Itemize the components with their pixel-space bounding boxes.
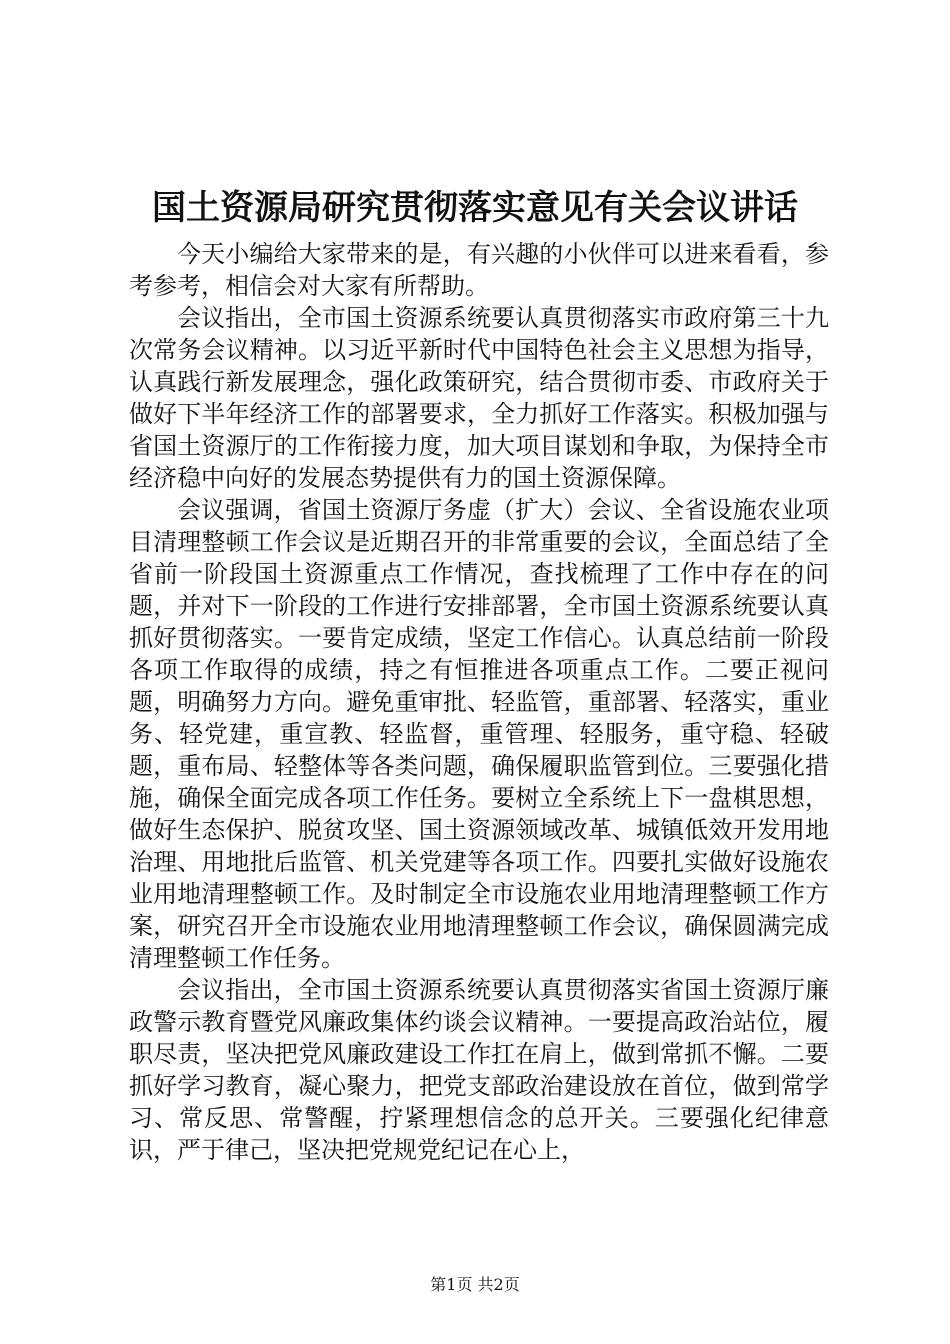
paragraph-intro: 今天小编给大家带来的是，有兴趣的小伙伴可以进来看看，参考参考，相信会对大家有所帮助。: [129, 240, 829, 300]
document-body: [129, 238, 829, 1166]
paragraph-meeting-emphasis: 会议强调，省国土资源厅务虚（扩大）会议、全省设施农业项目清理整顿工作会议是近期召开的非常重要的会议，全面总结了全省前一阶段国土资源重点工作情况，查找梳理了工作中存在的问题，并对下一阶段的工作进行安排部署，全市国土资源系统要认真抓好贯彻落实。一要肯定成绩，坚定工作信心。认真总结前一阶段各项工作取得的成绩，持之有恒推进各项重点工作。二要正视问题，明确努力方向。避免重审批、轻监管，重部署、轻落实，重业务、轻党建，重宣教、轻监督，重管理、轻服务，重守稳、轻破题，重布局、轻整体等各类问题，确保履职监管到位。三要强化措施，确保全面完成各项工作任务。要树立全系统上下一盘棋思想，做好生态保护、脱贫攻坚、国土资源领域改革、城镇低效开发用地治理、用地批后监管、机关党建等各项工作。四要扎实做好设施农业用地清理整顿工作。及时制定全市设施农业用地清理整顿工作方案，研究召开全市设施农业用地清理整顿工作会议，确保圆满完成清理整顿工作任务。: [129, 496, 829, 972]
paragraph-meeting-point-1: 会议指出，全市国土资源系统要认真贯彻落实市政府第三十九次常务会议精神。以习近平新时代中国特色社会主义思想为指导，认真践行新发展理念，强化政策研究，结合贯彻市委、市政府关于做好下半年经济工作的部署要求，全力抓好工作落实。积极加强与省国土资源厅的工作衔接力度，加大项目谋划和争取，为保持全市经济稳中向好的发展态势提供有力的国土资源保障。: [129, 304, 829, 492]
page-footer: 第1页 共2页: [430, 1275, 520, 1294]
paragraph-meeting-point-2: 会议指出，全市国土资源系统要认真贯彻落实省国土资源厅廉政警示教育暨党风廉政集体约谈会议精神。一要提高政治站位，履职尽责，坚决把党风廉政建设工作扛在肩上，做到常抓不懈。二要抓好学习教育，凝心聚力，把党支部政治建设放在首位，做到常学习、常反思、常警醒，拧紧理想信念的总开关。三要强化纪律意识，严于律己，坚决把党规党纪记在心上，: [129, 976, 829, 1164]
document-title: 国土资源局研究贯彻落实意见有关会议讲话: [152, 188, 798, 228]
